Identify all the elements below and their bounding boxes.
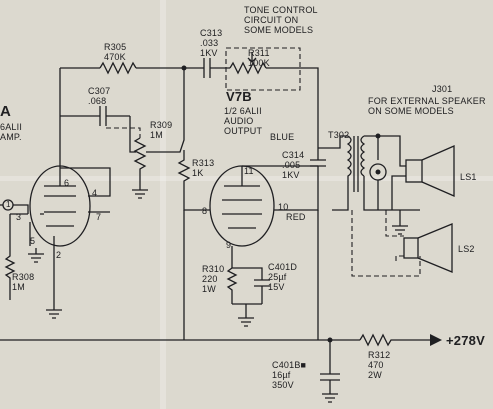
supply-arrow bbox=[430, 334, 442, 346]
t302-secondary bbox=[361, 136, 378, 200]
wire bbox=[0, 205, 28, 214]
tone-control-label: TONE CONTROL CIRCUIT ON SOME MODELS bbox=[244, 5, 318, 35]
c307-label: C307 .068 bbox=[88, 86, 111, 106]
j301-jack-center bbox=[376, 170, 381, 175]
r312-resistor bbox=[360, 335, 430, 345]
c307-capacitor bbox=[60, 106, 130, 126]
c401b-capacitor bbox=[320, 340, 340, 402]
left-tube-description: 6ALII AMP. bbox=[0, 122, 23, 142]
wire bbox=[130, 116, 136, 152]
pin-2-label: 2 bbox=[56, 250, 62, 260]
input-circle-label: 1 bbox=[6, 200, 11, 209]
blue-wire-label: BLUE bbox=[270, 132, 295, 142]
wire bbox=[378, 136, 400, 160]
c314-label: C314 .005 1KV bbox=[282, 150, 305, 180]
pin-5-label: 5 bbox=[30, 236, 36, 246]
external-speaker-label: FOR EXTERNAL SPEAKER ON SOME MODELS bbox=[368, 96, 486, 116]
ls1-cone bbox=[422, 146, 454, 196]
v7b-tube-elements bbox=[222, 186, 262, 228]
wire bbox=[106, 128, 140, 138]
r309-resistor bbox=[135, 138, 145, 186]
ground-symbol bbox=[28, 248, 44, 262]
ls2-label: LS2 bbox=[458, 244, 475, 254]
c401b-label: C401B■ 16µf 350V bbox=[272, 360, 307, 390]
pin-3-label: 3 bbox=[16, 212, 22, 222]
r308-label: R308 1M bbox=[12, 272, 35, 292]
ls2-magnet bbox=[404, 238, 418, 258]
wire bbox=[392, 160, 406, 210]
wire bbox=[290, 68, 318, 140]
r310-label: R310 220 1W bbox=[202, 264, 225, 294]
j301-label: J301 bbox=[432, 84, 453, 94]
ground-symbol bbox=[132, 186, 148, 198]
r313-label: R313 1K bbox=[192, 158, 215, 178]
r309-label: R309 1M bbox=[150, 120, 173, 140]
red-wire-label: RED bbox=[286, 212, 306, 222]
c401d-label: C401D 25µf 15V bbox=[268, 262, 298, 292]
pin-7-label: 7 bbox=[96, 212, 102, 222]
c314-capacitor bbox=[310, 140, 326, 170]
t302-label: T302 bbox=[328, 130, 350, 140]
t302-primary bbox=[332, 136, 351, 210]
pin-6-label: 6 bbox=[64, 178, 70, 188]
v7b-description: 1/2 6ALII AUDIO OUTPUT bbox=[224, 106, 263, 136]
pin-8-label: 8 bbox=[202, 206, 208, 216]
r305-resistor bbox=[100, 63, 136, 73]
ground-symbol bbox=[392, 210, 408, 234]
ground-symbol bbox=[46, 260, 62, 318]
ls1-label: LS1 bbox=[460, 172, 477, 182]
left-tube-letter: A bbox=[0, 103, 12, 120]
supply-voltage-label: +278V bbox=[446, 333, 485, 348]
ls1-magnet bbox=[406, 160, 422, 182]
ls2-wire-dashed bbox=[386, 210, 404, 264]
r311-label: R311 100K bbox=[248, 48, 270, 68]
r305-label: R305 470K bbox=[104, 42, 127, 62]
c313-capacitor bbox=[188, 58, 230, 78]
wire bbox=[60, 168, 110, 212]
t302-core bbox=[354, 136, 358, 192]
pin-10-label: 10 bbox=[278, 202, 289, 212]
pin-11-label: 11 bbox=[244, 166, 254, 176]
r310-c401d-network bbox=[228, 268, 270, 326]
pin-4-label: 4 bbox=[92, 188, 98, 198]
pin-9-label: 9 bbox=[226, 240, 232, 250]
ls2-cone bbox=[418, 224, 452, 272]
r312-label: R312 470 2W bbox=[368, 350, 391, 380]
left-tube-elements bbox=[44, 186, 76, 226]
v7b-label: V7B bbox=[226, 89, 252, 104]
c313-label: C313 .033 1KV bbox=[200, 28, 223, 58]
